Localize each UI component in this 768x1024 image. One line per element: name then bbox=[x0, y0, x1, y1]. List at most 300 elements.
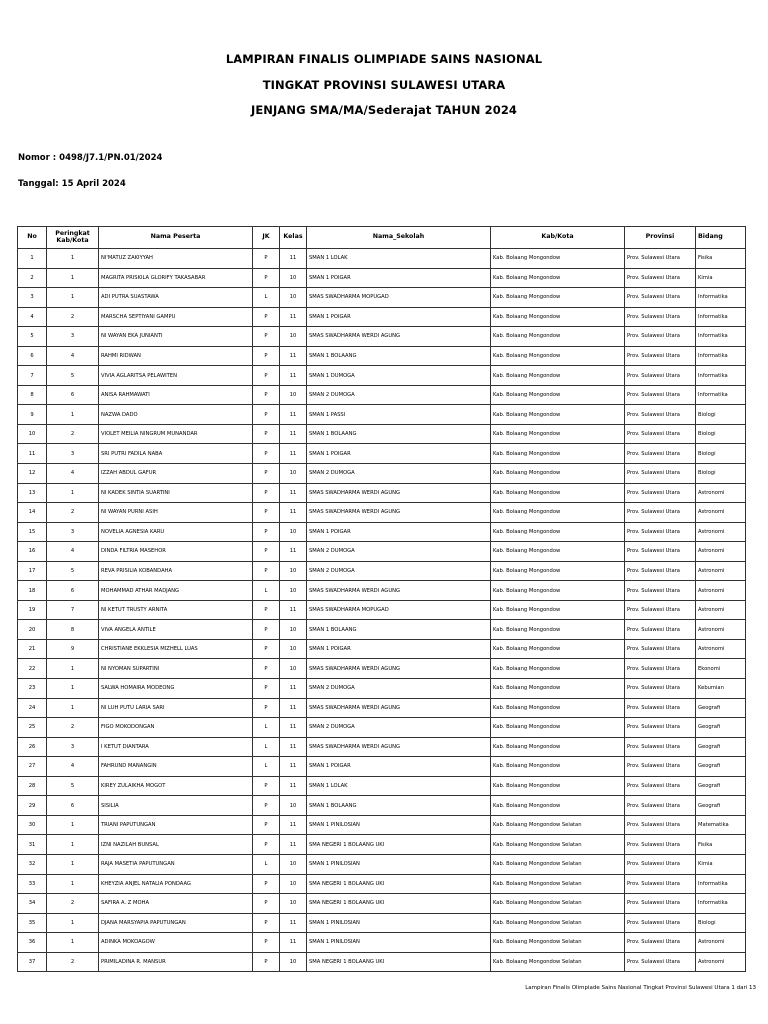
cell-province: Prov. Sulawesi Utara bbox=[625, 327, 696, 347]
cell-class: 10 bbox=[280, 522, 307, 542]
cell-rank: 1 bbox=[47, 815, 99, 835]
cell-rank: 6 bbox=[47, 385, 99, 405]
cell-rank: 4 bbox=[47, 757, 99, 777]
column-header-school: Nama_Sekolah bbox=[307, 227, 491, 249]
cell-regency: Kab. Bolaang Mongondow bbox=[491, 679, 625, 699]
cell-regency: Kab. Bolaang Mongondow bbox=[491, 424, 625, 444]
cell-class: 11 bbox=[280, 718, 307, 738]
cell-province: Prov. Sulawesi Utara bbox=[625, 874, 696, 894]
cell-no: 16 bbox=[18, 542, 47, 562]
cell-rank: 2 bbox=[47, 307, 99, 327]
cell-regency: Kab. Bolaang Mongondow bbox=[491, 464, 625, 484]
cell-subject: Informatika bbox=[696, 327, 746, 347]
cell-province: Prov. Sulawesi Utara bbox=[625, 659, 696, 679]
cell-no: 28 bbox=[18, 776, 47, 796]
column-header-province: Provinsi bbox=[625, 227, 696, 249]
cell-school: SMAN 1 PINILOSIAN bbox=[307, 854, 491, 874]
cell-regency: Kab. Bolaang Mongondow Selatan bbox=[491, 874, 625, 894]
table-row bbox=[18, 444, 746, 464]
cell-school: SMA NEGERI 1 BOLAANG UKI bbox=[307, 835, 491, 855]
cell-province: Prov. Sulawesi Utara bbox=[625, 757, 696, 777]
cell-rank: 1 bbox=[47, 249, 99, 269]
cell-province: Prov. Sulawesi Utara bbox=[625, 796, 696, 816]
cell-subject: Astronomi bbox=[696, 620, 746, 640]
table-row bbox=[18, 776, 746, 796]
cell-rank: 8 bbox=[47, 620, 99, 640]
cell-rank: 1 bbox=[47, 483, 99, 503]
cell-regency: Kab. Bolaang Mongondow Selatan bbox=[491, 933, 625, 953]
cell-subject: Astronomi bbox=[696, 952, 746, 972]
cell-subject: Informatika bbox=[696, 346, 746, 366]
cell-regency: Kab. Bolaang Mongondow Selatan bbox=[491, 854, 625, 874]
cell-rank: 4 bbox=[47, 542, 99, 562]
cell-school: SMAS SWADHARMA WERDI AGUNG bbox=[307, 659, 491, 679]
table-row bbox=[18, 815, 746, 835]
cell-province: Prov. Sulawesi Utara bbox=[625, 737, 696, 757]
cell-province: Prov. Sulawesi Utara bbox=[625, 522, 696, 542]
cell-gender: P bbox=[253, 483, 280, 503]
cell-gender: P bbox=[253, 894, 280, 914]
cell-rank: 9 bbox=[47, 639, 99, 659]
cell-school: SMAN 1 POIGAR bbox=[307, 639, 491, 659]
table-row bbox=[18, 346, 746, 366]
cell-regency: Kab. Bolaang Mongondow bbox=[491, 249, 625, 269]
cell-gender: P bbox=[253, 561, 280, 581]
cell-subject: Astronomi bbox=[696, 581, 746, 601]
cell-rank: 1 bbox=[47, 835, 99, 855]
cell-no: 3 bbox=[18, 288, 47, 308]
cell-gender: P bbox=[253, 952, 280, 972]
cell-rank: 6 bbox=[47, 796, 99, 816]
table-row bbox=[18, 542, 746, 562]
cell-regency: Kab. Bolaang Mongondow bbox=[491, 327, 625, 347]
cell-class: 10 bbox=[280, 581, 307, 601]
cell-no: 4 bbox=[18, 307, 47, 327]
table-row bbox=[18, 952, 746, 972]
cell-no: 27 bbox=[18, 757, 47, 777]
table-row bbox=[18, 483, 746, 503]
cell-province: Prov. Sulawesi Utara bbox=[625, 424, 696, 444]
cell-no: 26 bbox=[18, 737, 47, 757]
cell-name: IZNI NAZILAH BUNSAL bbox=[99, 835, 253, 855]
cell-rank: 4 bbox=[47, 464, 99, 484]
cell-province: Prov. Sulawesi Utara bbox=[625, 698, 696, 718]
cell-province: Prov. Sulawesi Utara bbox=[625, 366, 696, 386]
cell-rank: 1 bbox=[47, 405, 99, 425]
table-row bbox=[18, 600, 746, 620]
cell-subject: Biologi bbox=[696, 424, 746, 444]
cell-class: 10 bbox=[280, 464, 307, 484]
cell-class: 10 bbox=[280, 854, 307, 874]
cell-school: SMAN 1 POIGAR bbox=[307, 307, 491, 327]
cell-school: SMAN 2 DUMOGA bbox=[307, 679, 491, 699]
cell-province: Prov. Sulawesi Utara bbox=[625, 718, 696, 738]
cell-school: SMAN 2 DUMOGA bbox=[307, 542, 491, 562]
cell-name: TRIANI PAPUTUNGAN bbox=[99, 815, 253, 835]
cell-subject: Astronomi bbox=[696, 600, 746, 620]
cell-gender: P bbox=[253, 366, 280, 386]
cell-subject: Geografi bbox=[696, 718, 746, 738]
cell-province: Prov. Sulawesi Utara bbox=[625, 561, 696, 581]
cell-gender: L bbox=[253, 718, 280, 738]
cell-gender: L bbox=[253, 757, 280, 777]
cell-regency: Kab. Bolaang Mongondow Selatan bbox=[491, 894, 625, 914]
cell-rank: 7 bbox=[47, 600, 99, 620]
cell-school: SMA NEGERI 1 BOLAANG UKI bbox=[307, 874, 491, 894]
cell-name: DINDA FILTRIA MASEHOR bbox=[99, 542, 253, 562]
cell-regency: Kab. Bolaang Mongondow bbox=[491, 503, 625, 523]
cell-gender: P bbox=[253, 444, 280, 464]
cell-no: 6 bbox=[18, 346, 47, 366]
cell-gender: P bbox=[253, 249, 280, 269]
cell-name: I KETUT DIANTARA bbox=[99, 737, 253, 757]
cell-rank: 4 bbox=[47, 346, 99, 366]
cell-class: 11 bbox=[280, 366, 307, 386]
cell-province: Prov. Sulawesi Utara bbox=[625, 268, 696, 288]
cell-subject: Informatika bbox=[696, 385, 746, 405]
cell-subject: Informatika bbox=[696, 894, 746, 914]
table-row bbox=[18, 424, 746, 444]
cell-subject: Biologi bbox=[696, 444, 746, 464]
cell-no: 24 bbox=[18, 698, 47, 718]
cell-province: Prov. Sulawesi Utara bbox=[625, 894, 696, 914]
cell-class: 10 bbox=[280, 659, 307, 679]
cell-subject: Informatika bbox=[696, 288, 746, 308]
cell-regency: Kab. Bolaang Mongondow bbox=[491, 366, 625, 386]
cell-regency: Kab. Bolaang Mongondow Selatan bbox=[491, 815, 625, 835]
cell-regency: Kab. Bolaang Mongondow bbox=[491, 542, 625, 562]
cell-no: 15 bbox=[18, 522, 47, 542]
cell-class: 11 bbox=[280, 913, 307, 933]
cell-gender: L bbox=[253, 581, 280, 601]
cell-rank: 5 bbox=[47, 366, 99, 386]
cell-rank: 2 bbox=[47, 718, 99, 738]
cell-name: ADI PUTRA SUASTAWA bbox=[99, 288, 253, 308]
table-row bbox=[18, 288, 746, 308]
cell-rank: 3 bbox=[47, 737, 99, 757]
cell-gender: L bbox=[253, 854, 280, 874]
cell-school: SMAN 1 POIGAR bbox=[307, 444, 491, 464]
cell-province: Prov. Sulawesi Utara bbox=[625, 464, 696, 484]
cell-no: 5 bbox=[18, 327, 47, 347]
cell-school: SMAS SWADHARMA WERDI AGUNG bbox=[307, 737, 491, 757]
cell-regency: Kab. Bolaang Mongondow bbox=[491, 561, 625, 581]
cell-class: 10 bbox=[280, 639, 307, 659]
table-row bbox=[18, 268, 746, 288]
cell-regency: Kab. Bolaang Mongondow bbox=[491, 639, 625, 659]
cell-no: 30 bbox=[18, 815, 47, 835]
cell-school: SMAN 1 DUMOGA bbox=[307, 366, 491, 386]
cell-rank: 2 bbox=[47, 894, 99, 914]
cell-school: SMAN 1 LOLAK bbox=[307, 776, 491, 796]
cell-no: 19 bbox=[18, 600, 47, 620]
cell-regency: Kab. Bolaang Mongondow bbox=[491, 444, 625, 464]
cell-school: SMAN 2 DUMOGA bbox=[307, 718, 491, 738]
cell-subject: Geografi bbox=[696, 776, 746, 796]
cell-school: SMAN 2 DUMOGA bbox=[307, 561, 491, 581]
cell-regency: Kab. Bolaang Mongondow Selatan bbox=[491, 835, 625, 855]
table-row bbox=[18, 718, 746, 738]
cell-no: 31 bbox=[18, 835, 47, 855]
table-header-row bbox=[18, 227, 746, 249]
cell-school: SMAN 2 DUMOGA bbox=[307, 464, 491, 484]
cell-name: RAJA MASETIA PAPUTUNGAN bbox=[99, 854, 253, 874]
cell-name: ANISA RAHMAWATI bbox=[99, 385, 253, 405]
cell-rank: 2 bbox=[47, 424, 99, 444]
cell-subject: Astronomi bbox=[696, 483, 746, 503]
cell-name: IZZAH ABDUL GAFUR bbox=[99, 464, 253, 484]
cell-subject: Geografi bbox=[696, 796, 746, 816]
cell-name: MARSCHA SEPTIYANI GAMPU bbox=[99, 307, 253, 327]
cell-subject: Geografi bbox=[696, 737, 746, 757]
cell-name: RAHMI RIDWAN bbox=[99, 346, 253, 366]
cell-no: 25 bbox=[18, 718, 47, 738]
cell-province: Prov. Sulawesi Utara bbox=[625, 385, 696, 405]
cell-rank: 5 bbox=[47, 561, 99, 581]
cell-rank: 1 bbox=[47, 854, 99, 874]
cell-school: SMAN 1 PINILOSIAN bbox=[307, 913, 491, 933]
table-row bbox=[18, 894, 746, 914]
cell-subject: Geografi bbox=[696, 698, 746, 718]
cell-province: Prov. Sulawesi Utara bbox=[625, 444, 696, 464]
table-row bbox=[18, 581, 746, 601]
cell-class: 10 bbox=[280, 796, 307, 816]
cell-subject: Astronomi bbox=[696, 522, 746, 542]
table-row bbox=[18, 503, 746, 523]
cell-province: Prov. Sulawesi Utara bbox=[625, 835, 696, 855]
cell-name: ADINKA MOKOAGOW bbox=[99, 933, 253, 953]
cell-subject: Fisika bbox=[696, 249, 746, 269]
cell-province: Prov. Sulawesi Utara bbox=[625, 620, 696, 640]
cell-province: Prov. Sulawesi Utara bbox=[625, 288, 696, 308]
cell-rank: 3 bbox=[47, 444, 99, 464]
column-header-subject: Bidang bbox=[696, 227, 746, 249]
cell-gender: P bbox=[253, 815, 280, 835]
cell-gender: P bbox=[253, 522, 280, 542]
cell-class: 10 bbox=[280, 288, 307, 308]
cell-no: 12 bbox=[18, 464, 47, 484]
cell-school: SMAS SWADHARMA MOPUGAD bbox=[307, 288, 491, 308]
cell-no: 9 bbox=[18, 405, 47, 425]
cell-gender: P bbox=[253, 327, 280, 347]
cell-no: 29 bbox=[18, 796, 47, 816]
cell-gender: P bbox=[253, 639, 280, 659]
cell-name: FIGO MOKODONGAN bbox=[99, 718, 253, 738]
table-row bbox=[18, 522, 746, 542]
cell-no: 33 bbox=[18, 874, 47, 894]
cell-subject: Kimia bbox=[696, 854, 746, 874]
cell-rank: 1 bbox=[47, 913, 99, 933]
cell-class: 11 bbox=[280, 600, 307, 620]
cell-class: 11 bbox=[280, 346, 307, 366]
table-row bbox=[18, 796, 746, 816]
cell-class: 11 bbox=[280, 444, 307, 464]
cell-province: Prov. Sulawesi Utara bbox=[625, 581, 696, 601]
cell-gender: P bbox=[253, 698, 280, 718]
column-header-name: Nama Peserta bbox=[99, 227, 253, 249]
table-row bbox=[18, 659, 746, 679]
cell-regency: Kab. Bolaang Mongondow bbox=[491, 581, 625, 601]
cell-no: 10 bbox=[18, 424, 47, 444]
cell-regency: Kab. Bolaang Mongondow bbox=[491, 522, 625, 542]
table-row bbox=[18, 405, 746, 425]
cell-gender: P bbox=[253, 874, 280, 894]
cell-school: SMAN 1 LOLAK bbox=[307, 249, 491, 269]
cell-class: 11 bbox=[280, 679, 307, 699]
table-row bbox=[18, 561, 746, 581]
cell-subject: Astronomi bbox=[696, 503, 746, 523]
cell-school: SMAN 1 POIGAR bbox=[307, 522, 491, 542]
cell-name: NI KADEK SINTIA SUARTINI bbox=[99, 483, 253, 503]
cell-rank: 1 bbox=[47, 698, 99, 718]
cell-name: NAZWA DADO bbox=[99, 405, 253, 425]
table-row bbox=[18, 385, 746, 405]
cell-class: 11 bbox=[280, 307, 307, 327]
cell-name: VIVIA AGLARITSA PELAWITEN bbox=[99, 366, 253, 386]
cell-name: VIVA ANGELA ANTILE bbox=[99, 620, 253, 640]
cell-name: PRIMILADINA R. MANSUR bbox=[99, 952, 253, 972]
cell-regency: Kab. Bolaang Mongondow bbox=[491, 620, 625, 640]
table-row bbox=[18, 307, 746, 327]
cell-class: 11 bbox=[280, 776, 307, 796]
cell-class: 10 bbox=[280, 561, 307, 581]
cell-rank: 5 bbox=[47, 776, 99, 796]
table-row bbox=[18, 933, 746, 953]
cell-province: Prov. Sulawesi Utara bbox=[625, 776, 696, 796]
cell-province: Prov. Sulawesi Utara bbox=[625, 503, 696, 523]
cell-class: 11 bbox=[280, 405, 307, 425]
cell-rank: 1 bbox=[47, 268, 99, 288]
cell-class: 11 bbox=[280, 483, 307, 503]
cell-subject: Informatika bbox=[696, 874, 746, 894]
cell-regency: Kab. Bolaang Mongondow bbox=[491, 268, 625, 288]
cell-name: SALWA HOMAIRA MODEONG bbox=[99, 679, 253, 699]
cell-no: 18 bbox=[18, 581, 47, 601]
cell-name: SRI PUTRI FADILA NABA bbox=[99, 444, 253, 464]
cell-class: 11 bbox=[280, 835, 307, 855]
cell-no: 22 bbox=[18, 659, 47, 679]
cell-regency: Kab. Bolaang Mongondow bbox=[491, 346, 625, 366]
cell-school: SMAS SWADHARMA WERDI AGUNG bbox=[307, 581, 491, 601]
cell-province: Prov. Sulawesi Utara bbox=[625, 405, 696, 425]
cell-gender: P bbox=[253, 424, 280, 444]
cell-regency: Kab. Bolaang Mongondow Selatan bbox=[491, 913, 625, 933]
cell-subject: Astronomi bbox=[696, 542, 746, 562]
cell-name: NI NYOMAN SUPARTINI bbox=[99, 659, 253, 679]
cell-subject: Informatika bbox=[696, 307, 746, 327]
cell-subject: Informatika bbox=[696, 366, 746, 386]
cell-school: SMAN 1 BOLAANG bbox=[307, 424, 491, 444]
cell-no: 8 bbox=[18, 385, 47, 405]
cell-subject: Kebumian bbox=[696, 679, 746, 699]
cell-regency: Kab. Bolaang Mongondow bbox=[491, 659, 625, 679]
cell-regency: Kab. Bolaang Mongondow bbox=[491, 776, 625, 796]
document-number: Nomor : 0498/J7.1/PN.01/2024 bbox=[18, 153, 163, 163]
cell-gender: P bbox=[253, 346, 280, 366]
finalist-table bbox=[17, 226, 746, 972]
cell-school: SMAN 1 BOLAANG bbox=[307, 796, 491, 816]
cell-subject: Geografi bbox=[696, 757, 746, 777]
cell-no: 7 bbox=[18, 366, 47, 386]
cell-name: NI LUH PUTU LARIA SARI bbox=[99, 698, 253, 718]
cell-subject: Astronomi bbox=[696, 933, 746, 953]
cell-name: MOHAMMAD ATHAR MADJANG bbox=[99, 581, 253, 601]
cell-class: 10 bbox=[280, 894, 307, 914]
title-line-3: JENJANG SMA/MA/Sederajat TAHUN 2024 bbox=[250, 103, 518, 117]
cell-no: 23 bbox=[18, 679, 47, 699]
cell-regency: Kab. Bolaang Mongondow bbox=[491, 385, 625, 405]
cell-name: SISILIA bbox=[99, 796, 253, 816]
cell-class: 11 bbox=[280, 503, 307, 523]
cell-no: 34 bbox=[18, 894, 47, 914]
cell-gender: P bbox=[253, 659, 280, 679]
cell-province: Prov. Sulawesi Utara bbox=[625, 307, 696, 327]
cell-province: Prov. Sulawesi Utara bbox=[625, 639, 696, 659]
cell-gender: P bbox=[253, 933, 280, 953]
cell-name: CHRISTIANE EKKLESIA MIZHELL LUAS bbox=[99, 639, 253, 659]
table-row bbox=[18, 854, 746, 874]
cell-subject: Biologi bbox=[696, 913, 746, 933]
table-row bbox=[18, 737, 746, 757]
cell-no: 2 bbox=[18, 268, 47, 288]
cell-gender: P bbox=[253, 385, 280, 405]
cell-gender: P bbox=[253, 268, 280, 288]
cell-name: NI'MATUZ ZAKIYYAH bbox=[99, 249, 253, 269]
cell-school: SMA NEGERI 1 BOLAANG UKI bbox=[307, 952, 491, 972]
cell-no: 20 bbox=[18, 620, 47, 640]
cell-name: KIREY ZULAIKHA MOGOT bbox=[99, 776, 253, 796]
cell-no: 1 bbox=[18, 249, 47, 269]
cell-province: Prov. Sulawesi Utara bbox=[625, 815, 696, 835]
cell-gender: P bbox=[253, 307, 280, 327]
cell-province: Prov. Sulawesi Utara bbox=[625, 854, 696, 874]
cell-gender: P bbox=[253, 796, 280, 816]
cell-gender: P bbox=[253, 503, 280, 523]
cell-school: SMAS SWADHARMA WERDI AGUNG bbox=[307, 483, 491, 503]
cell-name: KHEYZIA ANJEL NATALIA PONDAAG bbox=[99, 874, 253, 894]
cell-gender: L bbox=[253, 288, 280, 308]
cell-subject: Astronomi bbox=[696, 639, 746, 659]
cell-no: 37 bbox=[18, 952, 47, 972]
cell-province: Prov. Sulawesi Utara bbox=[625, 249, 696, 269]
cell-class: 11 bbox=[280, 737, 307, 757]
cell-school: SMAN 1 POIGAR bbox=[307, 757, 491, 777]
cell-name: SAFIRA A. Z MOHA bbox=[99, 894, 253, 914]
cell-gender: P bbox=[253, 679, 280, 699]
cell-name: NOVELIA AGNESIA KARU bbox=[99, 522, 253, 542]
cell-subject: Ekonomi bbox=[696, 659, 746, 679]
cell-school: SMAN 1 POIGAR bbox=[307, 268, 491, 288]
cell-class: 11 bbox=[280, 542, 307, 562]
cell-subject: Fisika bbox=[696, 835, 746, 855]
cell-no: 36 bbox=[18, 933, 47, 953]
cell-regency: Kab. Bolaang Mongondow bbox=[491, 483, 625, 503]
cell-school: SMA NEGERI 1 BOLAANG UKI bbox=[307, 894, 491, 914]
column-header-rank: Peringkat Kab/Kota bbox=[47, 227, 99, 249]
cell-school: SMAN 1 PINILOSIAN bbox=[307, 933, 491, 953]
cell-class: 11 bbox=[280, 933, 307, 953]
cell-name: FAHRUND MANANGIN bbox=[99, 757, 253, 777]
cell-rank: 1 bbox=[47, 874, 99, 894]
cell-class: 10 bbox=[280, 874, 307, 894]
column-header-class: Kelas bbox=[280, 227, 307, 249]
table-row bbox=[18, 874, 746, 894]
cell-subject: Kimia bbox=[696, 268, 746, 288]
document-date: Tanggal: 15 April 2024 bbox=[18, 179, 126, 189]
cell-regency: Kab. Bolaang Mongondow bbox=[491, 307, 625, 327]
table-row bbox=[18, 639, 746, 659]
cell-school: SMAN 1 PASSI bbox=[307, 405, 491, 425]
